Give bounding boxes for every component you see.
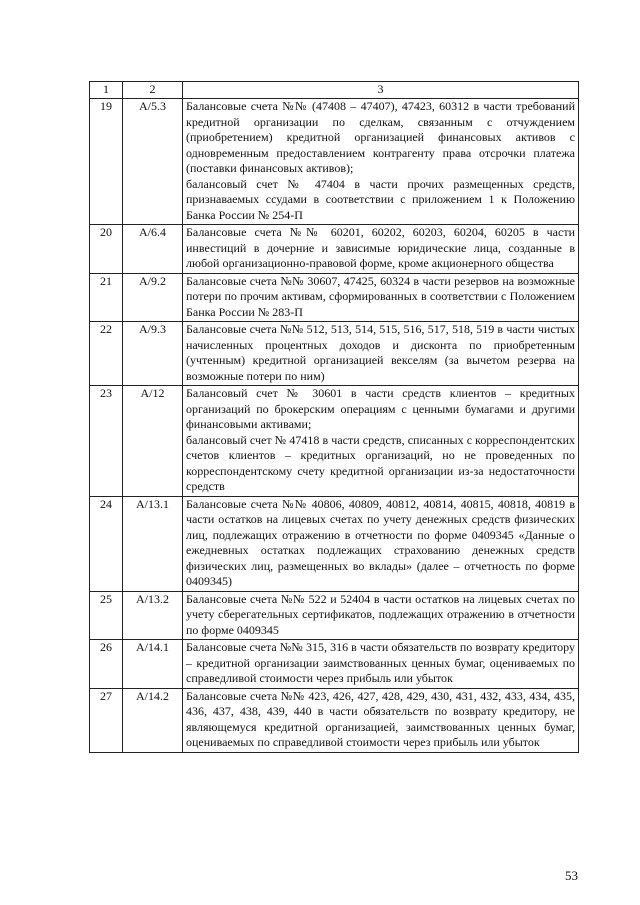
header-col-2: 2 — [123, 82, 183, 99]
description-paragraph: Балансовые счета №№ 40806, 40809, 40812, 40814, 40815, 40818, 40819 в части остатков на лицевых счетах по учету денежных средств физических лиц, подлежащих отражению в отчетности по форме 0409345 «Данные о ежедневных остатках подлежащих страхованию денежных средств физических лиц, размещенных во вклады» (далее – отчетность по форме 0409345) — [186, 496, 575, 588]
description-paragraph: Балансовые счета №№ 315, 316 в части обязательств по возврату кредитору – кредитной организации заимствованных ценных бумаг, оцениваемых по справедливой стоимости через прибыль или убыток — [186, 640, 575, 685]
row-code: А/13.2 — [123, 591, 183, 640]
row-code: А/9.3 — [123, 322, 183, 386]
table-row — [90, 273, 579, 322]
description-paragraph: Балансовые счета №№ 522 и 52404 в части остатков на лицевых счетах по учету сберегательных сертификатов, подлежащих отражению в отчетности по форме 0409345 — [186, 591, 575, 637]
row-number: 20 — [90, 225, 123, 274]
accounts-table — [89, 81, 579, 753]
row-number: 23 — [90, 386, 123, 497]
row-code: А/5.3 — [123, 99, 183, 225]
header-col-3: 3 — [183, 82, 579, 99]
row-description — [183, 640, 579, 689]
table-row — [90, 591, 579, 640]
page-number: 53 — [565, 868, 578, 883]
header-col-1: 1 — [90, 82, 123, 99]
row-number: 19 — [90, 99, 123, 225]
table-row — [90, 225, 579, 274]
description-paragraph: Балансовые счета №№ (47408 – 47407), 47423, 60312 в части требований кредитной организации по сделкам, связанным с отчуждением (приобретением) кредитной организацией финансовых активов с одновременным предоставлением контрагенту права отсрочки платежа (поставки финансовых активов); — [186, 99, 575, 175]
row-code: А/6.4 — [123, 225, 183, 274]
row-number: 24 — [90, 496, 123, 591]
table-body — [90, 99, 579, 753]
row-description — [183, 386, 579, 497]
row-number: 21 — [90, 273, 123, 322]
row-code: А/14.2 — [123, 688, 183, 752]
description-paragraph: Балансовые счета №№ 60201, 60202, 60203, 60204, 60205 в части инвестиций в дочерние и зависимые юридические лица, созданные в любой организационно-правовой форме, кроме акционерного общества — [186, 225, 575, 270]
row-code: А/9.2 — [123, 273, 183, 322]
row-code: А/13.1 — [123, 496, 183, 591]
table-row — [90, 688, 579, 752]
table-row — [90, 99, 579, 225]
row-code: А/14.1 — [123, 640, 183, 689]
row-description — [183, 591, 579, 640]
table-header-row — [90, 82, 579, 99]
row-description — [183, 273, 579, 322]
description-paragraph: Балансовые счета №№ 512, 513, 514, 515, 516, 517, 518, 519 в части чистых начисленных процентных доходов и дисконта по приобретенным (учтенным) кредитной организацией векселям (за вычетом резерва на возможные потери по ним) — [186, 322, 575, 383]
table-row — [90, 322, 579, 386]
description-paragraph: балансовый счет № 47404 в части прочих размещенных средств, признаваемых ссудами в соответствии с приложением 1 к Положению Банка России № 254-П — [186, 176, 575, 222]
table-row — [90, 640, 579, 689]
description-paragraph: Балансовый счет № 30601 в части средств клиентов – кредитных организаций по брокерским операциям с ценными бумагами и другими финансовыми активами; — [186, 386, 575, 431]
row-code: А/12 — [123, 386, 183, 497]
row-number: 25 — [90, 591, 123, 640]
row-description — [183, 496, 579, 591]
row-description — [183, 99, 579, 225]
row-description — [183, 225, 579, 274]
table-row — [90, 496, 579, 591]
row-number: 22 — [90, 322, 123, 386]
description-paragraph: балансовый счет № 47418 в части средств, списанных с корреспондентских счетов клиентов – кредитных организаций, но не проведенных по корреспондентскому счету кредитной организации из-за недостаточности средств — [186, 432, 575, 493]
row-number: 27 — [90, 688, 123, 752]
row-description — [183, 688, 579, 752]
row-number: 26 — [90, 640, 123, 689]
description-paragraph: Балансовые счета №№ 423, 426, 427, 428, 429, 430, 431, 432, 433, 434, 435, 436, 437, 438, 439, 440 в части обязательств по возврату кредитору, не являющемуся кредитной организацией, заимствованных ценных бумаг, оцениваемых по справедливой стоимости через прибыль или убыток — [186, 688, 575, 749]
description-paragraph: Балансовые счета №№ 30607, 47425, 60324 в части резервов на возможные потери по прочим активам, сформированных в соответствии с Положением Банка России № 283-П — [186, 273, 575, 319]
table-row — [90, 386, 579, 497]
row-description — [183, 322, 579, 386]
